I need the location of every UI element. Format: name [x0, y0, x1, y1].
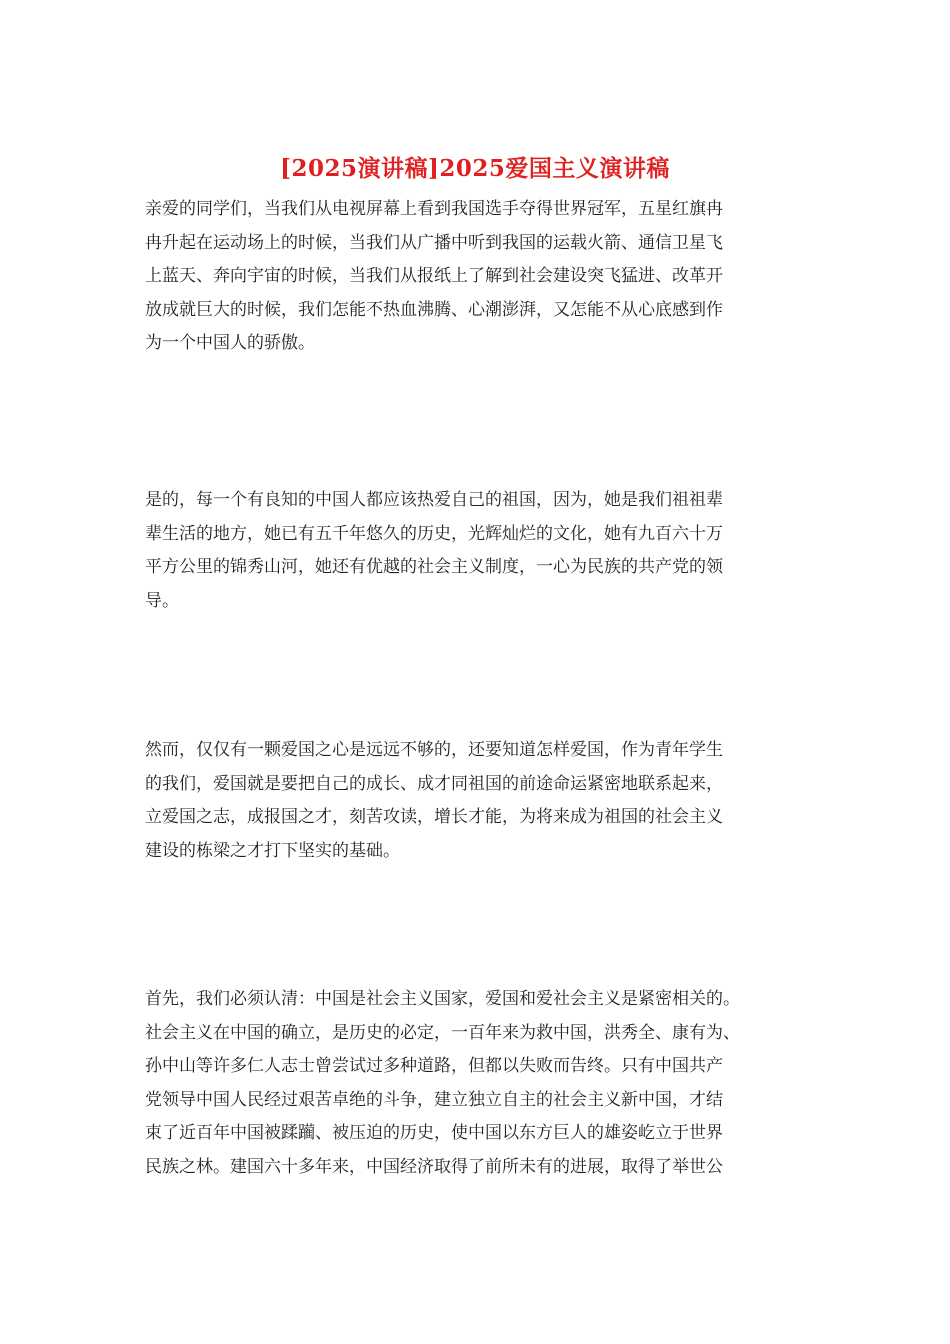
- text-line: 党领导中国人民经过艰苦卓绝的斗争，建立独立自主的社会主义新中国，才结: [145, 1089, 723, 1110]
- text-line: 辈生活的地方，她已有五千年悠久的历史，光辉灿烂的文化，她有九百六十万: [145, 523, 723, 544]
- text-line: 首先，我们必须认清：中国是社会主义国家，爱国和爱社会主义是紧密相关的。: [145, 989, 740, 1009]
- text-line: 导。: [145, 590, 179, 611]
- text-line: 建设的栋梁之才打下坚实的基础。: [145, 840, 400, 861]
- text-line: 亲爱的同学们，当我们从电视屏幕上看到我国选手夺得世界冠军，五星红旗冉: [145, 199, 723, 219]
- paragraph-4: [145, 983, 845, 1184]
- text-line: 束了近百年中国被蹂躏、被压迫的历史，使中国以东方巨人的雄姿屹立于世界: [145, 1123, 723, 1143]
- text-line: 上蓝天、奔向宇宙的时候，当我们从报纸上了解到社会建设突飞猛进、改革开: [145, 266, 723, 286]
- text-line: 民族之林。建国六十多年来，中国经济取得了前所未有的进展，取得了举世公: [145, 1156, 723, 1177]
- text-line: 社会主义在中国的确立，是历史的必定，一百年来为救中国，洪秀全、康有为、: [145, 1022, 740, 1043]
- text-line: 然而，仅仅有一颗爱国之心是远远不够的，还要知道怎样爱国，作为青年学生: [145, 740, 723, 760]
- text-line: 为一个中国人的骄傲。: [145, 333, 315, 353]
- text-line: 孙中山等许多仁人志士曾尝试过多种道路，但都以失败而告终。只有中国共产: [145, 1056, 723, 1076]
- paragraph-1: [145, 193, 845, 361]
- paragraph-2: [145, 484, 845, 618]
- text-line: 平方公里的锦秀山河，她还有优越的社会主义制度，一心为民族的共产党的领: [145, 557, 723, 577]
- text-line: 立爱国之志，成报国之才，刻苦攻读，增长才能，为将来成为祖国的社会主义: [145, 807, 723, 827]
- text-line: 放成就巨大的时候，我们怎能不热血沸腾、心潮澎湃，又怎能不从心底感到作: [145, 299, 723, 320]
- text-line: 冉升起在运动场上的时候，当我们从广播中听到我国的运载火箭、通信卫星飞: [145, 232, 723, 253]
- text-line: 的我们，爱国就是要把自己的成长、成才同祖国的前途命运紧密地联系起来，: [145, 773, 723, 794]
- document-title: [2025演讲稿]2025爱国主义演讲稿: [280, 155, 670, 182]
- text-line: 是的，每一个有良知的中国人都应该热爱自己的祖国，因为，她是我们祖祖辈: [145, 490, 723, 510]
- paragraph-3: [145, 734, 845, 868]
